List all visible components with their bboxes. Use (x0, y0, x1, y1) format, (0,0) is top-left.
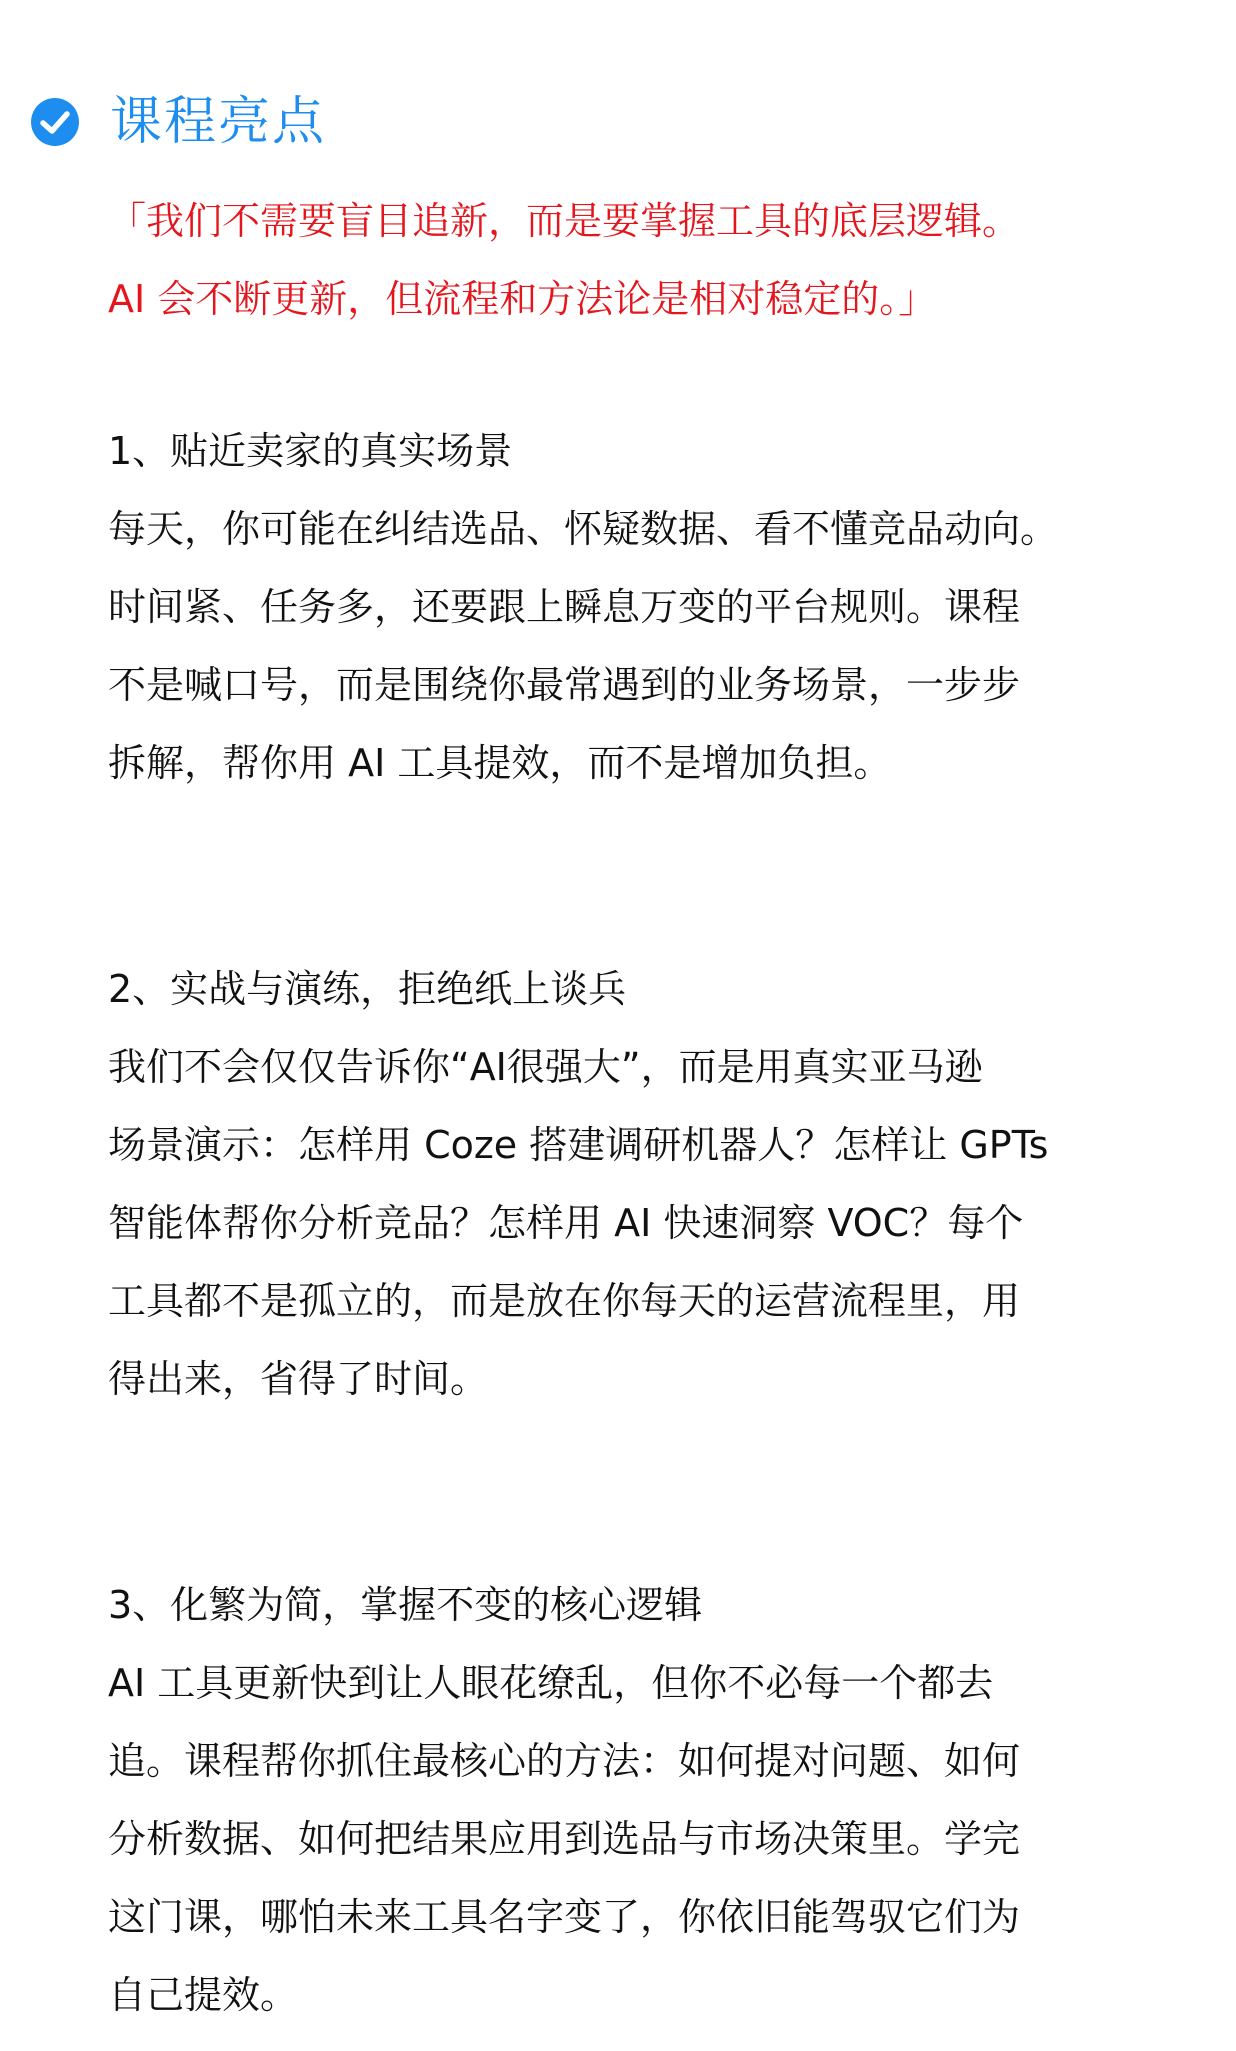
point-line: 时间紧、任务多，还要跟上瞬息万变的平台规则。课程 (108, 585, 1021, 629)
point-line: 分析数据、如何把结果应用到选品与市场决策里。学完 (108, 1817, 1021, 1861)
section-header (30, 82, 326, 162)
point-line: 不是喊口号，而是围绕你最常遇到的业务场景，一步步 (108, 663, 1021, 707)
point-line: 这门课，哪怕未来工具名字变了，你依旧能驾驭它们为 (108, 1895, 1021, 1939)
point-heading: 3、化繁为简，掌握不变的核心逻辑 (108, 1583, 703, 1627)
point-line: 场景演示：怎样用 Coze 搭建调研机器人？怎样让 GPTs (108, 1123, 1049, 1167)
point-block-3 (108, 1566, 1188, 2034)
section-title: 课程亮点 (110, 92, 327, 152)
quote-line: AI 会不断更新，但流程和方法论是相对稳定的。」 (108, 277, 937, 321)
point-heading: 1、贴近卖家的真实场景 (108, 429, 513, 473)
point-line: 追。课程帮你抓住最核心的方法：如何提对问题、如何 (108, 1739, 1021, 1783)
point-line: 每天，你可能在纠结选品、怀疑数据、看不懂竞品动向。 (108, 507, 1059, 551)
quote-line: 「我们不需要盲目追新，而是要掌握工具的底层逻辑。 (108, 199, 1021, 243)
point-line: 智能体帮你分析竞品？怎样用 AI 快速洞察 VOC？每个 (108, 1201, 1024, 1245)
point-heading: 2、实战与演练，拒绝纸上谈兵 (108, 967, 627, 1011)
check-circle-icon (30, 97, 80, 147)
point-line: AI 工具更新快到让人眼花缭乱，但你不必每一个都去 (108, 1661, 994, 1705)
point-block-1 (108, 412, 1188, 802)
point-line: 得出来，省得了时间。 (108, 1357, 489, 1401)
highlight-quote (108, 182, 1188, 338)
point-block-2 (108, 950, 1188, 1418)
point-line: 工具都不是孤立的，而是放在你每天的运营流程里，用 (108, 1279, 1021, 1323)
point-line: 我们不会仅仅告诉你“AI很强大”，而是用真实亚马逊 (108, 1045, 983, 1089)
point-line: 自己提效。 (108, 1973, 299, 2017)
point-line: 拆解，帮你用 AI 工具提效，而不是增加负担。 (108, 741, 892, 785)
